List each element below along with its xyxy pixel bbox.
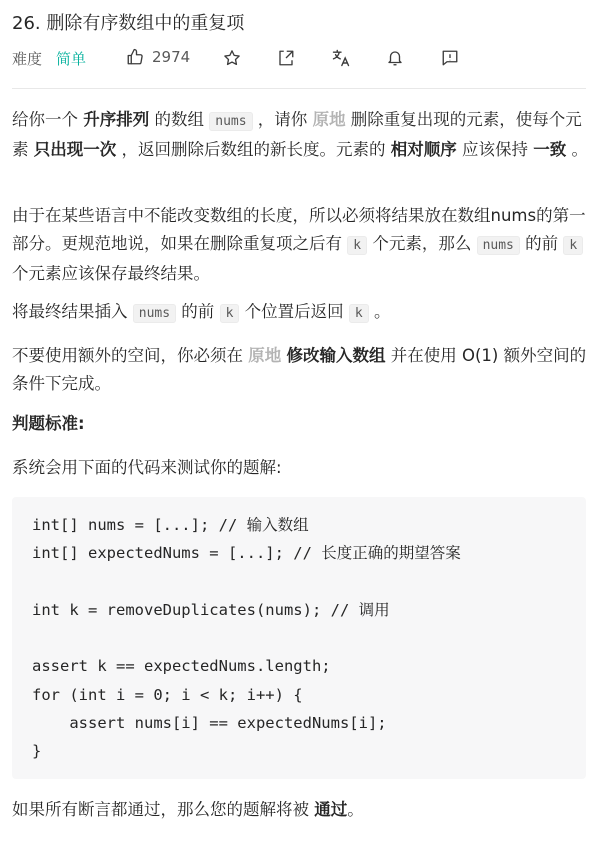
text: 个位置后返回 [239, 302, 349, 321]
description-paragraph-6 [12, 454, 588, 482]
text: 如果所有断言都通过，那么您的题解将被 [12, 800, 315, 819]
difficulty-label: 难度 [12, 49, 43, 68]
description-paragraph-7 [12, 796, 588, 824]
code-text: int[] nums = [...]; // 输入数组 int[] expectedNums = [...]; // 长度正确的期望答案 int k = removeDuplicates(nums); // 调用 assert k == expectedNums.length; for (int i = 0; i < k; i++) { assert nums[i] == expectedNums[i]; } [32, 516, 461, 761]
text: 不要使用额外的空间，你必须在 [12, 346, 249, 365]
text: 。 [347, 800, 364, 819]
in-place-link[interactable]: 原地 [312, 110, 346, 129]
bold-text: 相对顺序 [390, 140, 457, 159]
share-icon[interactable] [275, 47, 297, 69]
inline-code: nums [209, 112, 252, 131]
bold-text: 只出现一次 [33, 140, 117, 159]
divider [12, 88, 586, 89]
judging-criteria-heading [12, 410, 588, 438]
description-paragraph-2 [12, 202, 588, 288]
text: ，请你 [252, 110, 313, 129]
bold-text: 升序排列 [83, 110, 150, 129]
text: 系统会用下面的代码来测试你的题解: [12, 458, 282, 477]
description-paragraph-1 [12, 106, 588, 164]
inline-code: k [347, 236, 367, 255]
inline-code: k [349, 304, 369, 323]
text: ，返回删除后数组的新长度。元素的 [116, 140, 391, 159]
text: 将最终结果插入 [12, 302, 133, 321]
description-paragraph-4 [12, 342, 588, 398]
text: 的数组 [149, 110, 210, 129]
text: 。 [368, 302, 391, 321]
inline-code: k [220, 304, 240, 323]
text: 个元素应该保存最终结果。 [12, 264, 210, 283]
difficulty-row [12, 44, 86, 72]
text: 给你一个 [12, 110, 84, 129]
text: 由于在某些语言中不能改变数组的长度，所以必须将结果放在数组nums的第一部分。更规范地说，如果在删除重复项之后有 [12, 206, 586, 253]
bold-text: 判题标准: [12, 414, 85, 433]
inline-code: k [563, 236, 583, 255]
like-button[interactable] [126, 48, 190, 66]
text: 的前 [519, 234, 564, 253]
bell-icon[interactable] [384, 47, 406, 69]
description-paragraph-3 [12, 298, 588, 328]
like-count: 2974 [152, 48, 191, 66]
text: 。 [566, 140, 588, 159]
inline-code: nums [477, 236, 520, 255]
bold-text: 一致 [533, 140, 567, 159]
bold-text: 修改输入数组 [286, 346, 386, 365]
in-place-link[interactable]: 原地 [248, 346, 282, 365]
thumbs-up-icon [126, 48, 144, 66]
text: 删除重复出现的元素，使每个元素 [12, 110, 582, 159]
feedback-icon[interactable] [439, 47, 461, 69]
text: 个元素，那么 [367, 234, 477, 253]
translate-icon[interactable] [330, 47, 352, 69]
code-block [12, 497, 586, 779]
text: 的前 [176, 302, 220, 321]
bold-text: 通过 [314, 800, 348, 819]
problem-title: 26. 删除有序数组中的重复项 [12, 13, 245, 34]
text: 应该保持 [456, 140, 534, 159]
inline-code: nums [133, 304, 176, 323]
star-icon[interactable] [221, 47, 243, 69]
difficulty-badge: 简单 [56, 49, 87, 68]
text: 并在使用 O(1) 额外空间的条件下完成。 [12, 346, 587, 393]
